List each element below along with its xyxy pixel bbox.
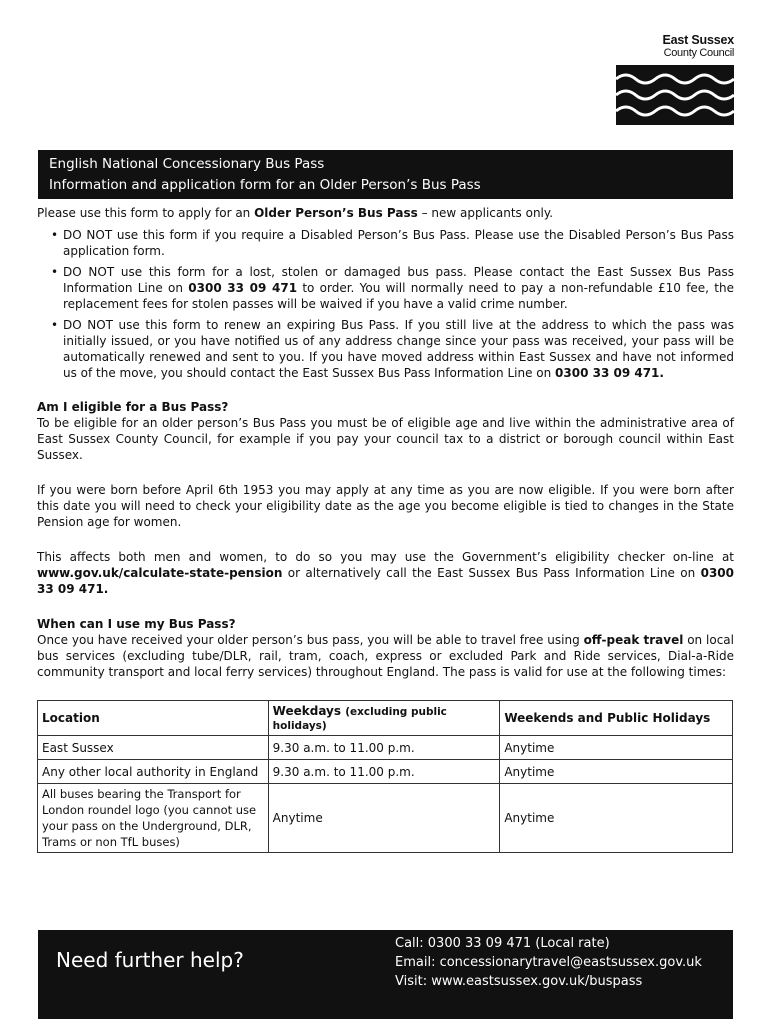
bullet-phone: 0300 33 09 471	[188, 281, 298, 295]
contact-email[interactable]: Email: concessionarytravel@eastsussex.gov.uk	[395, 955, 702, 970]
use-bold: off-peak travel	[583, 633, 684, 647]
help-heading: Need further help?	[56, 948, 244, 972]
body-content	[37, 205, 734, 680]
cell-weekends: Anytime	[500, 784, 733, 853]
table-row	[38, 784, 733, 853]
intro-post: – new applicants only.	[417, 206, 554, 220]
use-post: on local bus services (excluding tube/DLR, rail, tram, coach, express or excluded Park and Ride services, Dial-a-Ride community transport and local ferry services) throughout England. The pass is valid for use at the following times:	[37, 633, 734, 679]
bullet-text: DO NOT use this form for a lost, stolen or damaged bus pass. Please contact the East Sussex Bus Pass Information Line on	[63, 265, 734, 295]
title-bar	[38, 150, 733, 199]
intro-pre: Please use this form to apply for an	[37, 206, 255, 220]
cell-location: All buses bearing the Transport for London roundel logo (you cannot use your pass on the Underground, DLR, Trams or non TfL buses)	[38, 784, 269, 853]
cell-weekends: Anytime	[500, 760, 733, 784]
title-line-2: Information and application form for an Older Person’s Bus Pass	[49, 177, 481, 193]
cell-weekdays: Anytime	[268, 784, 500, 853]
logo-subtitle: County Council	[663, 47, 734, 59]
eligible-para-3	[37, 549, 734, 597]
title-line-1: English National Concessionary Bus Pass	[49, 156, 325, 172]
table-row	[38, 736, 733, 760]
council-logo	[616, 34, 734, 125]
use-para	[37, 632, 734, 680]
para3-phone: 0300 33 09 471.	[37, 566, 734, 596]
bullet-phone: 0300 33 09 471.	[555, 366, 664, 380]
use-heading: When can I use my Bus Pass?	[37, 617, 236, 631]
contact-website[interactable]: Visit: www.eastsussex.gov.uk/buspass	[395, 974, 643, 989]
cell-weekdays: 9.30 a.m. to 11.00 p.m.	[268, 760, 500, 784]
eligible-heading: Am I eligible for a Bus Pass?	[37, 400, 229, 414]
state-pension-link[interactable]: www.gov.uk/calculate-state-pension	[37, 566, 283, 580]
help-footer	[38, 930, 733, 1019]
wave-logo-icon	[616, 65, 734, 125]
bullet-icon: •	[51, 265, 59, 279]
header-weekdays-label: Weekdays	[272, 704, 342, 718]
bullet-icon: •	[51, 228, 59, 242]
contact-call: Call: 0300 33 09 471 (Local rate)	[395, 936, 610, 951]
cell-location: Any other local authority in England	[38, 760, 269, 784]
eligible-para-1: To be eligible for an older person’s Bus Pass you must be of eligible age and live within the administrative area of East Sussex County Council, for example if you pay your council tax to a district or borough council within East Sussex.	[37, 416, 734, 462]
header-weekdays	[268, 701, 500, 736]
header-weekends: Weekends and Public Holidays	[500, 701, 733, 736]
list-item	[37, 227, 734, 259]
intro-bold: Older Person’s Bus Pass	[254, 206, 418, 220]
table-row	[38, 760, 733, 784]
validity-table	[37, 700, 733, 853]
cell-weekdays: 9.30 a.m. to 11.00 p.m.	[268, 736, 500, 760]
eligible-para-2: If you were born before April 6th 1953 you may apply at any time as you are now eligible. If you were born after this date you will need to check your eligibility date as the age you become eligible is tied to changes in the State Pension age for women.	[37, 483, 734, 529]
cell-location: East Sussex	[38, 736, 269, 760]
table-header-row	[38, 701, 733, 736]
rules-list	[37, 227, 734, 381]
para3-pre: This affects both men and women, to do so you may use the Government’s eligibility checker on-line at	[37, 550, 734, 564]
logo-name: East Sussex	[662, 33, 734, 47]
header-location: Location	[38, 701, 269, 736]
bullet-text: to order. You will normally need to pay a non-refundable £10 fee, the replacement fees for stolen passes will be waived if you have a valid crime number.	[63, 281, 734, 311]
list-item	[37, 264, 734, 312]
cell-weekends: Anytime	[500, 736, 733, 760]
use-pre: Once you have received your older person’s bus pass, you will be able to travel free using	[37, 633, 584, 647]
bullet-text: DO NOT use this form to renew an expiring Bus Pass. If you still live at the address to which the pass was initially issued, or you have notified us of any address change since your pass was received, your pass will be automatically renewed and sent to you. If you have moved address within East Sussex and have not informed us of the move, you should contact the East Sussex Bus Pass Information Line on	[63, 318, 734, 380]
intro-text	[37, 205, 734, 221]
list-item	[37, 317, 734, 381]
contact-details	[395, 934, 702, 991]
bullet-icon: •	[51, 318, 59, 332]
para3-mid: or alternatively call the East Sussex Bus Pass Information Line on	[282, 566, 701, 580]
bullet-text: DO NOT use this form if you require a Disabled Person’s Bus Pass. Please use the Disabled Person’s Bus Pass application form.	[63, 228, 734, 258]
header-weekdays-note: (excluding public holidays)	[272, 706, 447, 732]
